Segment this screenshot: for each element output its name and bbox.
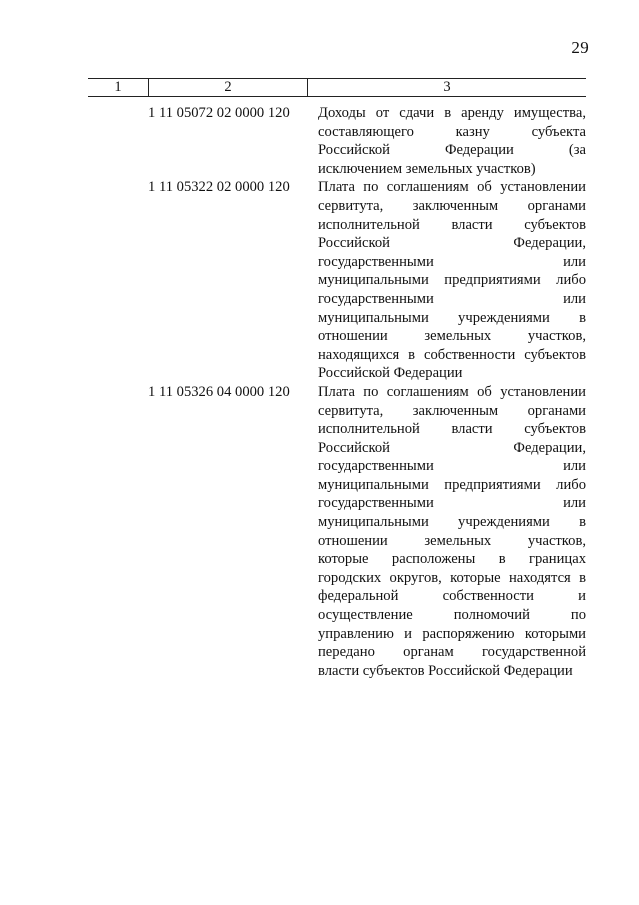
description-line: городских округов, которые находятся в [318,569,586,586]
table-body [148,104,588,680]
description-line: управлению и распоряжению которыми [318,625,586,642]
table-row [148,383,588,681]
description-line: государственными или [318,290,586,307]
description-line: государственными или [318,253,586,270]
description-line: Плата по соглашениям об установлении [318,179,586,196]
description-line: муниципальными учреждениями в [318,309,586,326]
description-line: Российской Федерации, [318,439,586,456]
description-line: государственными или [318,458,586,475]
column-header-2: 2 [149,79,308,96]
description-line: муниципальными учреждениями в [318,514,586,531]
budget-code: 1 11 05326 04 0000 120 [148,383,290,400]
description-line: передано органам государственной [318,644,586,661]
description-line: муниципальными предприятиями либо [318,476,586,493]
description-line: находящихся в собственности субъектов [318,346,586,363]
income-description [318,178,586,383]
description-line: исполнительной власти субъектов [318,216,586,233]
column-header-3: 3 [443,79,451,95]
description-line: муниципальными предприятиями либо [318,272,586,289]
page-number: 29 [571,38,589,57]
income-description [318,104,586,178]
description-line: сервитута, заключенным органами [318,402,586,419]
income-description [318,383,586,681]
description-line: Российской Федерации [318,365,463,382]
description-line: Доходы от сдачи в аренду имущества, [318,105,586,121]
column-header-1: 1 [88,79,149,96]
budget-code: 1 11 05322 02 0000 120 [148,179,290,196]
description-line: исполнительной власти субъектов [318,421,586,438]
description-line: государственными или [318,495,586,512]
description-line: отношении земельных участков, [318,328,586,345]
description-line: Плата по соглашениям об установлении [318,383,586,400]
description-line: Российской Федерации (за [318,142,586,159]
table-row [148,104,588,178]
description-line: сервитута, заключенным органами [318,197,586,214]
budget-code: 1 11 05072 02 0000 120 [148,105,290,121]
table-row [148,178,588,383]
description-line: отношении земельных участков, [318,532,586,549]
description-line: составляющего казну субъекта [318,123,586,140]
description-line: федеральной собственности и [318,588,586,605]
description-line: исключением земельных участков) [318,160,536,177]
table-header-row [88,78,586,97]
description-line: власти субъектов Российской Федерации [318,662,573,679]
description-line: которые расположены в границах [318,551,586,568]
description-line: Российской Федерации, [318,235,586,252]
description-line: осуществление полномочий по [318,607,586,624]
